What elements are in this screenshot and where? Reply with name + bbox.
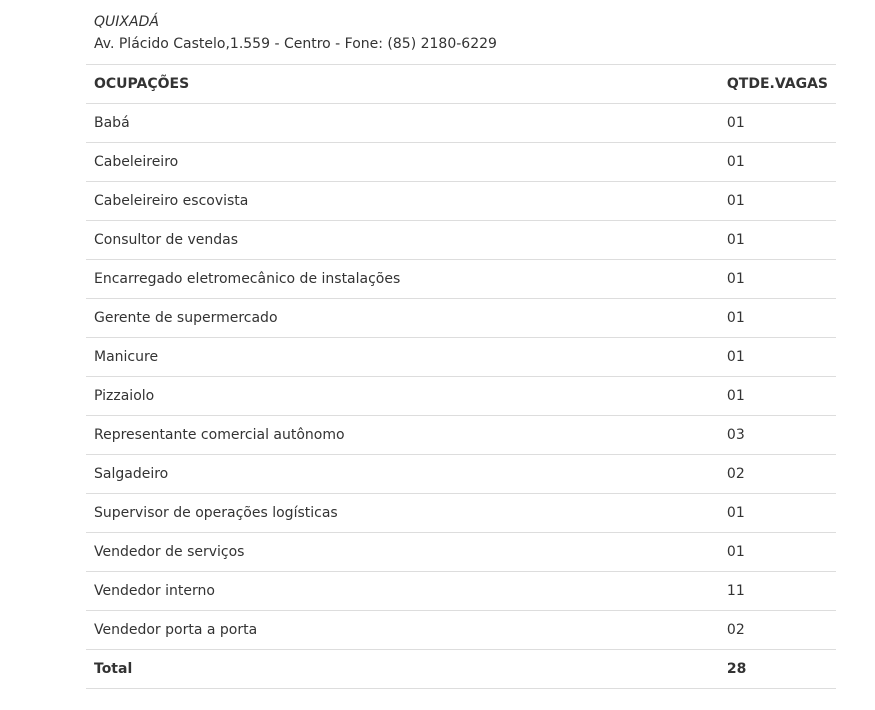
occupation-cell: Cabeleireiro [86, 143, 719, 182]
occupation-cell: Vendedor interno [86, 572, 719, 611]
occupation-cell: Vendedor de serviços [86, 533, 719, 572]
qty-cell: 01 [719, 182, 836, 221]
qty-cell: 01 [719, 338, 836, 377]
table-row [86, 104, 836, 143]
job-vacancies-table [86, 64, 836, 689]
table-row [86, 182, 836, 221]
column-header-qty: QTDE.VAGAS [719, 65, 836, 104]
table-row [86, 377, 836, 416]
occupation-cell: Encarregado eletromecânico de instalações [86, 260, 719, 299]
office-header [94, 12, 497, 56]
occupation-cell: Consultor de vendas [86, 221, 719, 260]
city-name: QUIXADÁ [94, 14, 159, 30]
qty-cell: 01 [719, 299, 836, 338]
table-header-row [86, 65, 836, 104]
column-header-occupation: OCUPAÇÕES [86, 65, 719, 104]
qty-cell: 02 [719, 455, 836, 494]
occupation-cell: Vendedor porta a porta [86, 611, 719, 650]
qty-cell: 01 [719, 260, 836, 299]
table-row [86, 260, 836, 299]
table-row [86, 299, 836, 338]
qty-cell: 01 [719, 143, 836, 182]
qty-cell: 02 [719, 611, 836, 650]
qty-cell: 03 [719, 416, 836, 455]
occupation-cell: Gerente de supermercado [86, 299, 719, 338]
table-row [86, 455, 836, 494]
qty-cell: 01 [719, 377, 836, 416]
table-row [86, 533, 836, 572]
occupation-cell: Representante comercial autônomo [86, 416, 719, 455]
qty-cell: 01 [719, 221, 836, 260]
occupation-cell: Manicure [86, 338, 719, 377]
table-row [86, 611, 836, 650]
qty-cell: 01 [719, 533, 836, 572]
occupation-cell: Cabeleireiro escovista [86, 182, 719, 221]
table-row [86, 221, 836, 260]
office-address: Av. Plácido Castelo,1.559 - Centro - Fone: (85) 2180-6229 [94, 36, 497, 52]
table-row [86, 143, 836, 182]
occupation-cell: Salgadeiro [86, 455, 719, 494]
qty-cell: 11 [719, 572, 836, 611]
total-value: 28 [719, 650, 836, 689]
total-label: Total [86, 650, 719, 689]
table-row [86, 338, 836, 377]
table-row [86, 572, 836, 611]
total-row [86, 650, 836, 689]
occupation-cell: Supervisor de operações logísticas [86, 494, 719, 533]
occupation-cell: Babá [86, 104, 719, 143]
table-row [86, 416, 836, 455]
qty-cell: 01 [719, 104, 836, 143]
qty-cell: 01 [719, 494, 836, 533]
table-row [86, 494, 836, 533]
occupation-cell: Pizzaiolo [86, 377, 719, 416]
